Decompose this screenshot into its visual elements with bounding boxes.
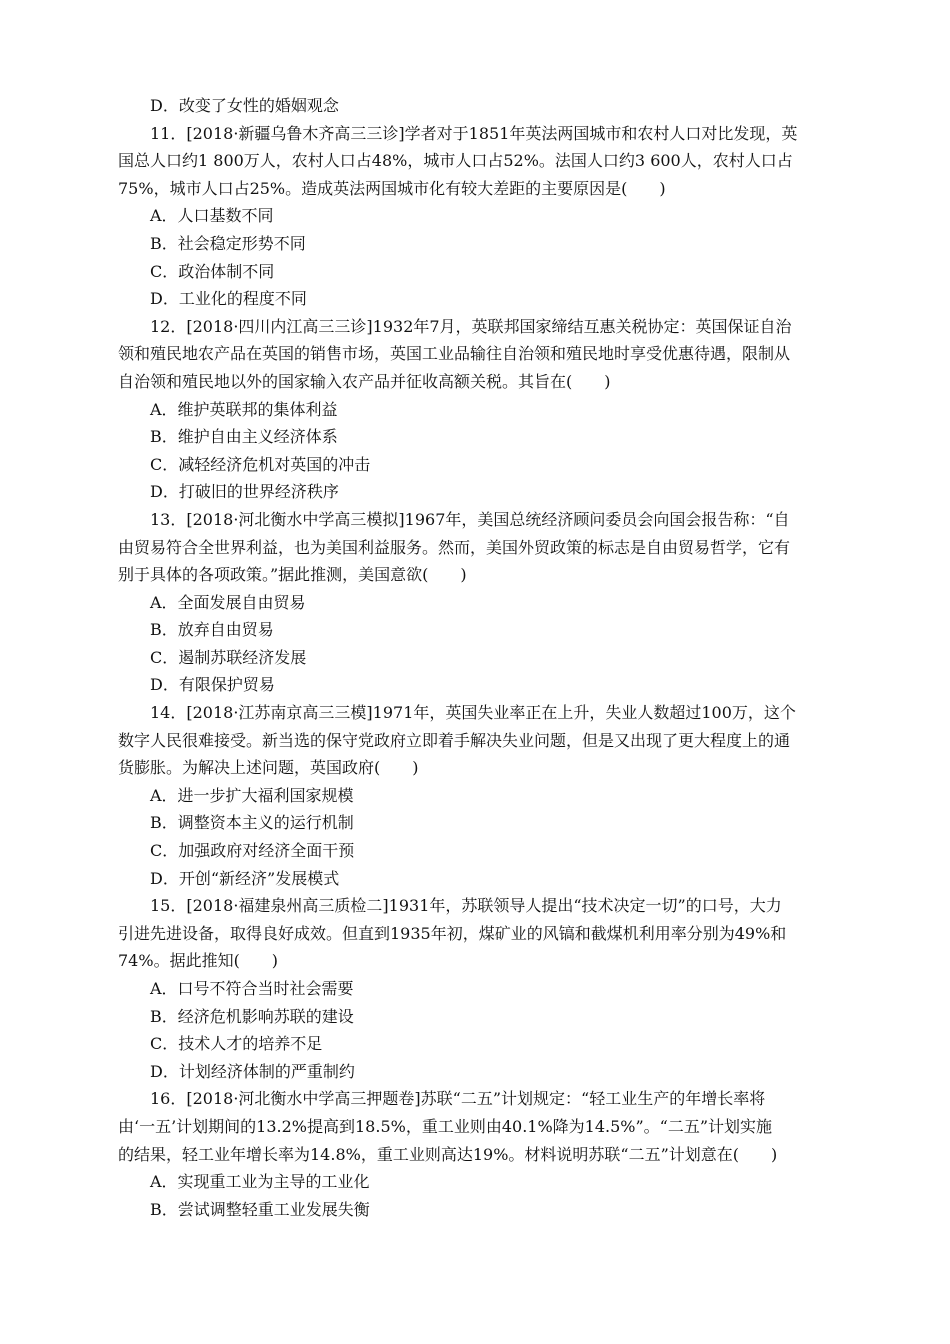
- option-b: B．放弃自由贸易: [150, 620, 274, 640]
- option-a: A．全面发展自由贸易: [150, 592, 306, 612]
- question-stem-line: 数字人民很难接受。新当选的保守党政府立即着手解决失业问题，但是又出现了更大程度上的通: [118, 730, 791, 750]
- question-stem-line: 74%。据此推知( ): [118, 951, 279, 971]
- option-b: B．尝试调整轻重工业发展失衡: [150, 1199, 370, 1219]
- option-c: C．加强政府对经济全面干预: [150, 841, 355, 861]
- option-a: A．维护英联邦的集体利益: [150, 399, 338, 419]
- question-stem-line: 引进先进设备，取得良好成效。但直到1935年初，煤矿业的风镐和截煤机利用率分别为49%和: [118, 923, 787, 943]
- question-stem-line: 75%，城市人口占25%。造成英法两国城市化有较大差距的主要原因是( ): [118, 178, 666, 198]
- option-b: B．调整资本主义的运行机制: [150, 813, 354, 833]
- question-stem-line: 的结果，轻工业年增长率为14.8%，重工业则高达19%。材料说明苏联“二五”计划意在( ): [118, 1144, 778, 1164]
- question-14: [118, 699, 836, 892]
- question-stem-line: 13．[2018·河北衡水中学高三模拟]1967年，美国总统经济顾问委员会向国会报告称：“自: [150, 509, 790, 529]
- question-stem-line: 14．[2018·江苏南京高三三模]1971年，英国失业率正在上升，失业人数超过100万，这个: [150, 703, 796, 723]
- option-c: C．减轻经济危机对英国的冲击: [150, 454, 371, 474]
- question-stem-line: 国总人口约1 800万人，农村人口占48%，城市人口占52%。法国人口约3 600人，农村人口占: [118, 151, 793, 171]
- question-stem-line: 16．[2018·河北衡水中学高三押题卷]苏联“二五”计划规定：“轻工业生产的年增长率将: [150, 1089, 766, 1109]
- question-stem-line: 由‘一五’计划期间的13.2%提高到18.5%，重工业则由40.1%降为14.5%”。“二五”计划实施: [118, 1116, 773, 1136]
- option-a: A．人口基数不同: [150, 206, 274, 226]
- option-b: B．维护自由主义经济体系: [150, 427, 338, 447]
- question-stem-line: 由贸易符合全世界利益，也为美国利益服务。然而，美国外贸政策的标志是自由贸易哲学，它有: [118, 537, 791, 557]
- option-b: B．经济危机影响苏联的建设: [150, 1006, 354, 1026]
- question-stem-line: 12．[2018·四川内江高三三诊]1932年7月，英联邦国家缔结互惠关税协定：英国保证自治: [150, 316, 792, 336]
- page-content: [118, 92, 836, 1223]
- option-c: C．技术人才的培养不足: [150, 1034, 323, 1054]
- option-d: D．打破旧的世界经济秩序: [150, 482, 339, 502]
- option-d: D．计划经济体制的严重制约: [150, 1061, 355, 1081]
- question-stem-line: 11．[2018·新疆乌鲁木齐高三三诊]学者对于1851年英法两国城市和农村人口对比发现，英: [150, 123, 798, 143]
- option-a: A．口号不符合当时社会需要: [150, 979, 354, 998]
- question-stem-line: 15．[2018·福建泉州高三质检二]1931年，苏联领导人提出“技术决定一切”的口号，大力: [150, 896, 782, 916]
- question-11: [118, 120, 836, 313]
- question-stem-line: 货膨胀。为解决上述问题，英国政府( ): [118, 758, 419, 778]
- question-16: [118, 1085, 836, 1223]
- option-d: D．有限保护贸易: [150, 675, 275, 695]
- question-stem-line: 领和殖民地农产品在英国的销售市场，英国工业品输往自治领和殖民地时享受优惠待遇，限制从: [118, 344, 791, 364]
- question-stem-line: 自治领和殖民地以外的国家输入农产品并征收高额关税。其旨在( ): [118, 371, 611, 391]
- option-d: D．工业化的程度不同: [150, 289, 307, 309]
- question-15: [118, 892, 836, 1085]
- question-stem-line: 别于具体的各项政策。”据此推测，美国意欲( ): [118, 565, 467, 585]
- option-c: C．遏制苏联经济发展: [150, 647, 307, 667]
- option-a: A．进一步扩大福利国家规模: [150, 785, 354, 805]
- option-a: A．实现重工业为主导的工业化: [150, 1172, 370, 1192]
- question-12: [118, 313, 836, 506]
- question-13: [118, 506, 836, 699]
- option-d: D．开创“新经济”发展模式: [150, 868, 340, 888]
- q10-option-d: D．改变了女性的婚姻观念: [150, 96, 339, 115]
- option-b: B．社会稳定形势不同: [150, 233, 306, 253]
- option-c: C．政治体制不同: [150, 261, 275, 281]
